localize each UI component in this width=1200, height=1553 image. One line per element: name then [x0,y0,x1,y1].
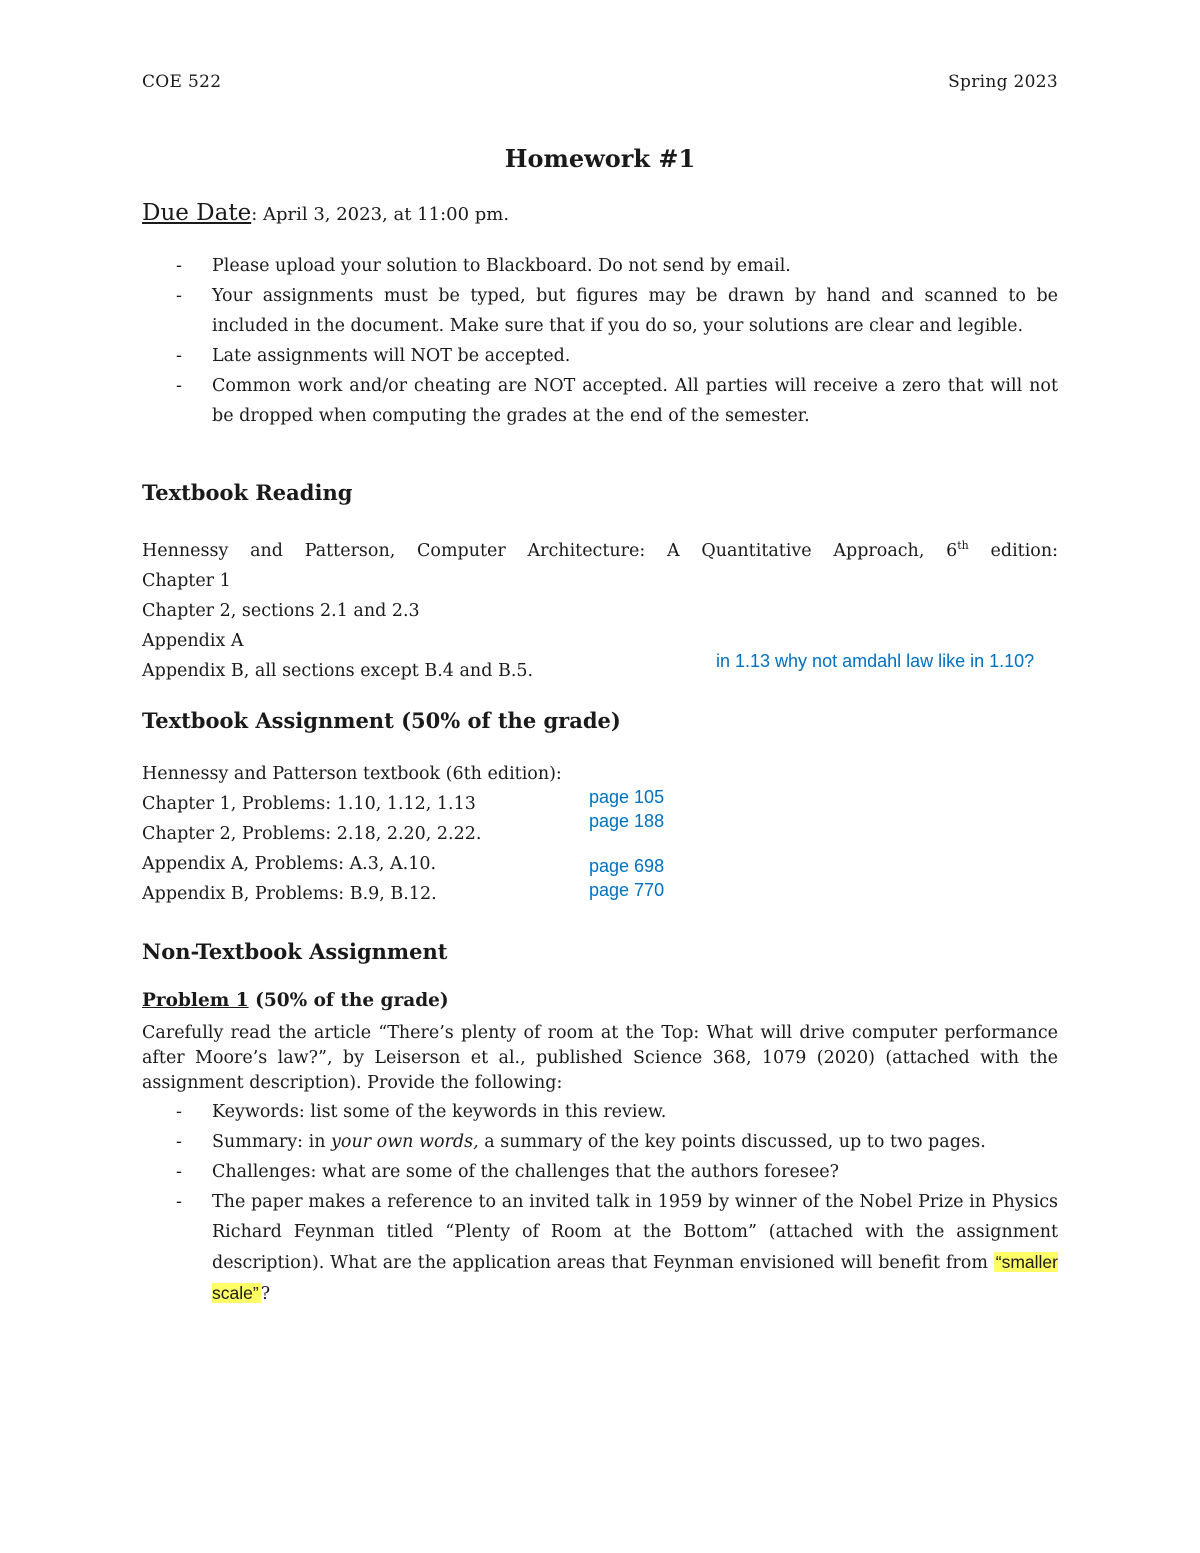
reading-annotation: in 1.13 why not amdahl law like in 1.10? [716,651,1035,671]
term: Spring 2023 [948,72,1058,92]
list-item: - Keywords: list some of the keywords in this review. [176,1102,667,1122]
problem-1-grade: (50% of the grade) [248,990,449,1011]
list-item: - Please upload your solution to Blackboard. Do not send by email. [176,256,791,276]
list-item: - Late assignments will NOT be accepted. [176,346,571,366]
list-item: - Summary: in your own words, a summary of the key points discussed, up to two pages. [176,1132,986,1152]
due-date-text: : April 3, 2023, at 11:00 pm. [251,204,510,225]
list-item: Chapter 1, Problems: 1.10, 1.12, 1.13 [142,794,476,814]
page-title: Homework #1 [504,144,696,173]
list-item: Appendix A, Problems: A.3, A.10. [142,854,437,874]
list-item: - Your assignments must be typed, but figures may be drawn by hand and scanned to be included in the document. Make sure that if you do so, your solutions are clear and legible. [176,286,1058,336]
problem-1-body: Carefully read the article “There’s plenty of room at the Top: What will drive computer performance after Moore’s law?”, by Leiserson et al., published Science 368, 1079 (2020) (attached with the assignment description). Provide the following: [142,1023,1058,1093]
textbook-assignment-heading: Textbook Assignment (50% of the grade) [142,708,621,733]
page-annotation: page 105 [589,787,665,807]
list-item: - Challenges: what are some of the challenges that the authors foresee? [176,1162,839,1182]
non-textbook-heading: Non-Textbook Assignment [142,939,448,964]
due-date [142,200,509,226]
page-annotation: page 188 [589,811,665,831]
list-item: - Common work and/or cheating are NOT accepted. All parties will receive a zero that will not be dropped when computing the grades at the end of the semester. [176,376,1058,426]
list-item: Chapter 2, Problems: 2.18, 2.20, 2.22. [142,824,482,844]
list-item: - The paper makes a reference to an invited talk in 1959 by winner of the Nobel Prize in Physics Richard Feynman titled “Plenty of Room at the Bottom” (attached with the assignment description). What are the application areas that Feynman envisioned will benefit from “smaller scale” ? [176,1192,1058,1304]
due-date-label: Due Date [142,200,252,226]
page-annotation: page 770 [589,880,665,900]
problem-1-list [142,1097,1058,1309]
problem-1-heading [142,990,449,1011]
highlighted-text: “smaller scale” [212,1252,1058,1303]
list-item: Appendix B, Problems: B.9, B.12. [142,884,437,904]
list-item: Chapter 1 [142,570,231,591]
course-code: COE 522 [142,72,222,92]
assignment-intro: Hennessy and Patterson textbook (6th edition): [142,764,562,784]
reading-book: Hennessy and Patterson, Computer Architecture: A Quantitative Approach, 6th edition: [142,539,1058,561]
list-item: Appendix A [142,630,244,651]
list-item: Chapter 2, sections 2.1 and 2.3 [142,600,420,621]
list-item: Appendix B, all sections except B.4 and B.5. [142,660,534,681]
rules-list [142,251,1058,431]
textbook-reading-heading: Textbook Reading [142,480,353,505]
page-annotation: page 698 [589,856,665,876]
problem-1-label: Problem 1 [142,990,249,1011]
